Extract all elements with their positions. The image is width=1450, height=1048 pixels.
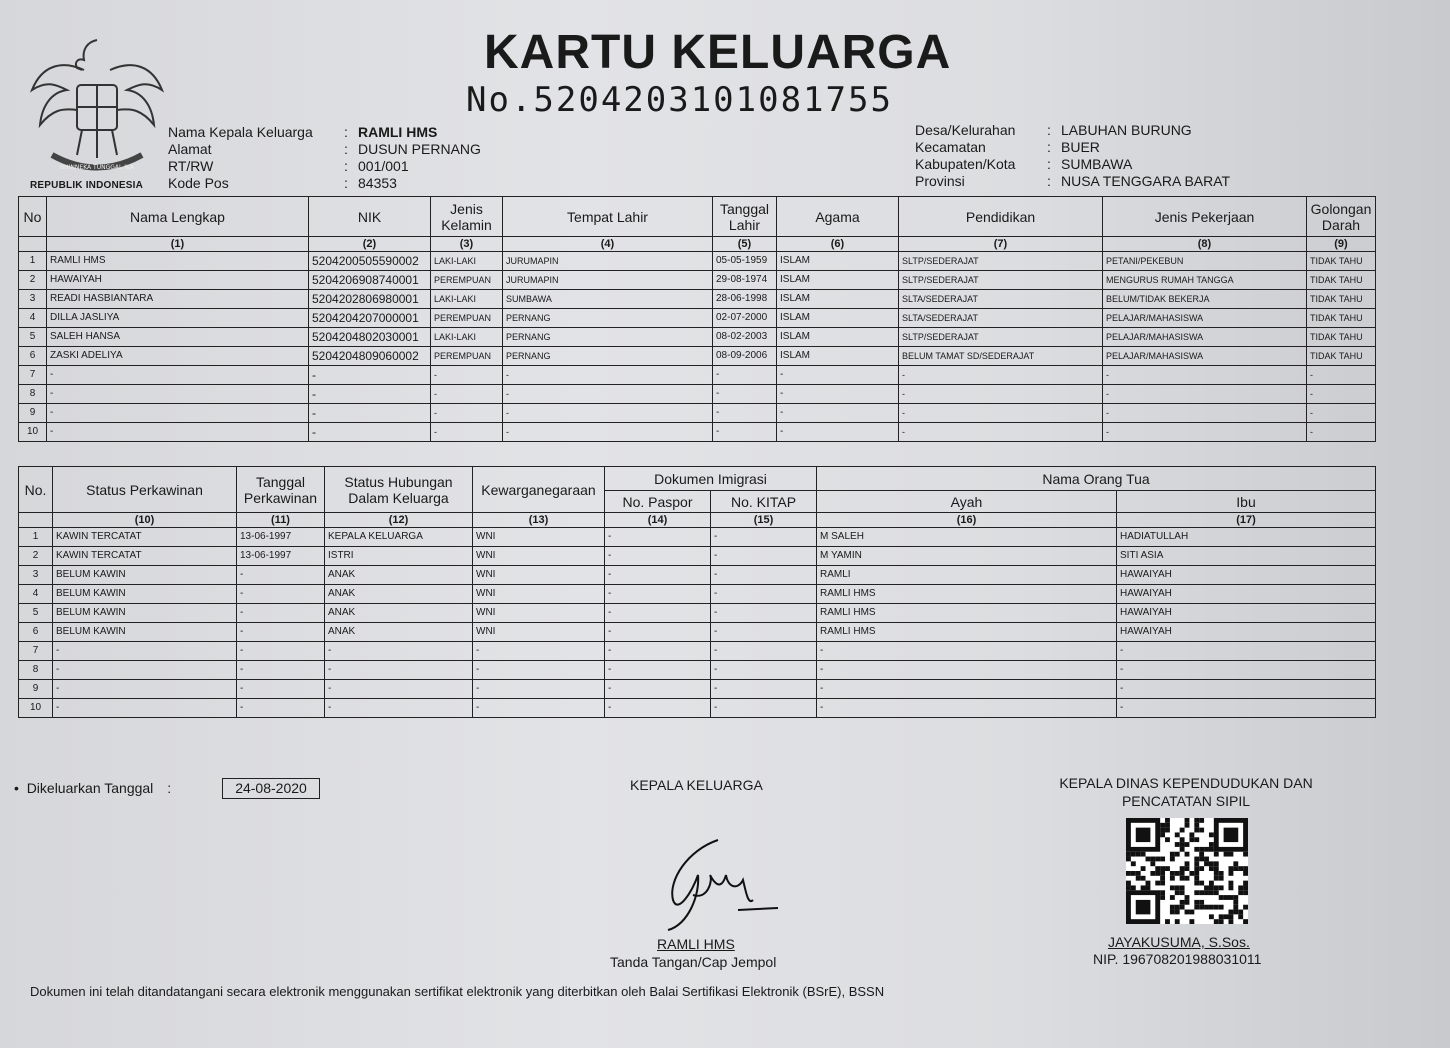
table-cell: 5204202806980001 xyxy=(309,290,431,309)
official-nip: NIP. 196708201988031011 xyxy=(1093,951,1262,967)
table-row xyxy=(19,252,1376,271)
table-cell: - xyxy=(1103,404,1307,423)
table-cell: ISLAM xyxy=(777,309,899,328)
header-value: RAMLI HMS xyxy=(358,124,438,140)
table-row xyxy=(19,661,1376,680)
column-number: (8) xyxy=(1103,237,1307,252)
head-name: RAMLI HMS xyxy=(657,936,735,952)
table-cell: - xyxy=(503,404,713,423)
table-cell: 7 xyxy=(19,366,47,385)
table-row xyxy=(19,385,1376,404)
column-number: (9) xyxy=(1307,237,1376,252)
disclaimer: Dokumen ini telah ditandatangani secara elektronik menggunakan sertifikat elektronik yang diterbitkan oleh Balai Sertifikasi Elektronik (BSrE), BSSN xyxy=(30,984,885,999)
table-cell: - xyxy=(237,566,325,585)
signature-icon xyxy=(648,820,788,940)
table-cell: ANAK xyxy=(325,566,473,585)
table-cell: 2 xyxy=(19,547,53,566)
table-cell: - xyxy=(817,680,1117,699)
table-cell: - xyxy=(1117,680,1376,699)
table-cell: - xyxy=(711,585,817,604)
table-cell: SLTA/SEDERAJAT xyxy=(899,290,1103,309)
col-header: Jenis Pekerjaan xyxy=(1103,197,1307,237)
table-cell: - xyxy=(1307,385,1376,404)
table-cell: PEREMPUAN xyxy=(431,309,503,328)
col-header: NIK xyxy=(309,197,431,237)
col-header: Nama Orang Tua xyxy=(817,467,1376,491)
table-cell: - xyxy=(605,585,711,604)
header-label: Alamat xyxy=(168,141,212,157)
table-cell: PERNANG xyxy=(503,309,713,328)
column-number: (12) xyxy=(325,513,473,528)
column-number xyxy=(19,513,53,528)
table-cell: 5 xyxy=(19,328,47,347)
table-cell: 3 xyxy=(19,566,53,585)
qr-code-icon xyxy=(1126,818,1248,924)
table-cell: - xyxy=(777,423,899,442)
table-cell: 1 xyxy=(19,252,47,271)
table-cell: - xyxy=(1307,366,1376,385)
table-cell: 05-05-1959 xyxy=(713,252,777,271)
table-cell: SUMBAWA xyxy=(503,290,713,309)
header-value: LABUHAN BURUNG xyxy=(1061,122,1192,138)
table-cell: TIDAK TAHU xyxy=(1307,347,1376,366)
table-cell: BELUM KAWIN xyxy=(53,566,237,585)
table-row xyxy=(19,404,1376,423)
table-cell: - xyxy=(711,623,817,642)
col-header: Dokumen Imigrasi xyxy=(605,467,817,491)
table-cell: - xyxy=(711,566,817,585)
official-title xyxy=(1050,774,1322,810)
head-title: KEPALA KELUARGA xyxy=(630,777,763,793)
table-cell: ANAK xyxy=(325,623,473,642)
header-label: RT/RW xyxy=(168,158,214,174)
table-cell: ISLAM xyxy=(777,347,899,366)
col-header: Status Perkawinan xyxy=(53,467,237,513)
table-cell: - xyxy=(713,385,777,404)
table-row xyxy=(19,328,1376,347)
table-row xyxy=(19,680,1376,699)
issued-colon: : xyxy=(167,780,172,796)
table-cell: PEREMPUAN xyxy=(431,347,503,366)
header-value: 001/001 xyxy=(358,158,409,174)
table-cell: - xyxy=(237,680,325,699)
col-header: Jenis Kelamin xyxy=(431,197,503,237)
issued-label: Dikeluarkan Tanggal xyxy=(26,780,154,796)
table-cell: HAWAIYAH xyxy=(47,271,309,290)
table-cell: HAWAIYAH xyxy=(1117,585,1376,604)
table-cell: HAWAIYAH xyxy=(1117,604,1376,623)
table-cell: - xyxy=(711,528,817,547)
table-cell: - xyxy=(777,385,899,404)
table-cell: - xyxy=(309,404,431,423)
table-cell: - xyxy=(713,423,777,442)
table-cell: LAKI-LAKI xyxy=(431,252,503,271)
table-cell: - xyxy=(325,661,473,680)
table-cell: - xyxy=(237,585,325,604)
table-cell: - xyxy=(431,385,503,404)
table-cell: 13-06-1997 xyxy=(237,547,325,566)
col-header: Tanggal Lahir xyxy=(713,197,777,237)
table-cell: ANAK xyxy=(325,604,473,623)
table-cell: - xyxy=(237,699,325,718)
table-cell: HAWAIYAH xyxy=(1117,566,1376,585)
table-cell: - xyxy=(605,528,711,547)
table-cell: 28-06-1998 xyxy=(713,290,777,309)
table-cell: DILLA JASLIYA xyxy=(47,309,309,328)
col-header: Ayah xyxy=(817,491,1117,513)
col-header: Tempat Lahir xyxy=(503,197,713,237)
table-row xyxy=(19,604,1376,623)
table-cell: RAMLI HMS xyxy=(817,623,1117,642)
col-header: No xyxy=(19,197,47,237)
table-cell: RAMLI xyxy=(817,566,1117,585)
table-cell: BELUM KAWIN xyxy=(53,604,237,623)
emblem-motto: BHINNEKA TUNGGAL IKA xyxy=(60,164,134,171)
col-header: Nama Lengkap xyxy=(47,197,309,237)
table-cell: - xyxy=(473,661,605,680)
table-cell: 9 xyxy=(19,680,53,699)
emblem-caption: REPUBLIK INDONESIA xyxy=(30,180,144,191)
header-label: Desa/Kelurahan xyxy=(915,122,1016,138)
table-row xyxy=(19,585,1376,604)
table-row xyxy=(19,547,1376,566)
column-number-row xyxy=(19,513,1376,528)
table-cell: TIDAK TAHU xyxy=(1307,328,1376,347)
table-cell: PEREMPUAN xyxy=(431,271,503,290)
table-row xyxy=(19,271,1376,290)
table-cell: WNI xyxy=(473,585,605,604)
official-name: JAYAKUSUMA, S.Sos. xyxy=(1108,934,1250,950)
table-cell: PERNANG xyxy=(503,347,713,366)
issued-label-group: • Dikeluarkan Tanggal : xyxy=(14,780,172,796)
table-cell: BELUM KAWIN xyxy=(53,623,237,642)
table-cell: - xyxy=(47,423,309,442)
table-cell: 5204204802030001 xyxy=(309,328,431,347)
table-cell: - xyxy=(309,385,431,404)
header-label: Nama Kepala Keluarga xyxy=(168,124,313,140)
table-row xyxy=(19,290,1376,309)
head-caption: Tanda Tangan/Cap Jempol xyxy=(610,954,777,970)
table-cell: - xyxy=(1307,423,1376,442)
col-header: Ibu xyxy=(1117,491,1376,513)
table-cell: 2 xyxy=(19,271,47,290)
header-value: NUSA TENGGARA BARAT xyxy=(1061,173,1231,189)
table-cell: - xyxy=(777,366,899,385)
table-cell: LAKI-LAKI xyxy=(431,290,503,309)
table-cell: - xyxy=(325,642,473,661)
table-cell: READI HASBIANTARA xyxy=(47,290,309,309)
table-cell: - xyxy=(237,642,325,661)
table-cell: - xyxy=(713,404,777,423)
table-row xyxy=(19,642,1376,661)
table-cell: - xyxy=(431,423,503,442)
table-cell: - xyxy=(899,385,1103,404)
table-cell: - xyxy=(53,699,237,718)
table-cell: M YAMIN xyxy=(817,547,1117,566)
col-header: No. KITAP xyxy=(711,491,817,513)
column-number xyxy=(19,237,47,252)
table-cell: ZASKI ADELIYA xyxy=(47,347,309,366)
header-value: BUER xyxy=(1061,139,1100,155)
table-cell: - xyxy=(309,423,431,442)
table-cell: M SALEH xyxy=(817,528,1117,547)
table-cell: - xyxy=(237,604,325,623)
issued-date: 24-08-2020 xyxy=(222,778,320,799)
table-cell: - xyxy=(605,661,711,680)
table-cell: 4 xyxy=(19,309,47,328)
table-cell: RAMLI HMS xyxy=(817,585,1117,604)
table-cell: MENGURUS RUMAH TANGGA xyxy=(1103,271,1307,290)
header-right: Desa/Kelurahan : LABUHAN BURUNG Kecamatan : BUER Kabupaten/Kota : SUMBAWA Provinsi : NUSA TENGGARA BARAT xyxy=(915,122,1231,189)
garuda-emblem-icon xyxy=(22,30,172,195)
table-cell: BELUM/TIDAK BEKERJA xyxy=(1103,290,1307,309)
header-value: SUMBAWA xyxy=(1061,156,1133,172)
official-title-line: KEPALA DINAS KEPENDUDUKAN DAN xyxy=(1059,775,1313,791)
table-cell: BELUM KAWIN xyxy=(53,585,237,604)
header-value: DUSUN PERNANG xyxy=(358,141,481,157)
table-cell: PELAJAR/MAHASISWA xyxy=(1103,347,1307,366)
table-cell: - xyxy=(503,385,713,404)
table-cell: JURUMAPIN xyxy=(503,271,713,290)
table-cell: - xyxy=(1117,661,1376,680)
table-row xyxy=(19,347,1376,366)
table-cell: 08-09-2006 xyxy=(713,347,777,366)
table-cell: WNI xyxy=(473,623,605,642)
col-header: Agama xyxy=(777,197,899,237)
col-header: Kewarganegaraan xyxy=(473,467,605,513)
table-cell: - xyxy=(1103,423,1307,442)
column-number: (13) xyxy=(473,513,605,528)
col-header: No. Paspor xyxy=(605,491,711,513)
table-cell: TIDAK TAHU xyxy=(1307,252,1376,271)
table-cell: 10 xyxy=(19,423,47,442)
table-cell: - xyxy=(53,642,237,661)
table-cell: 4 xyxy=(19,585,53,604)
table-cell: SLTP/SEDERAJAT xyxy=(899,271,1103,290)
table-cell: - xyxy=(605,623,711,642)
table-cell: ISLAM xyxy=(777,271,899,290)
table-cell: ANAK xyxy=(325,585,473,604)
table-cell: 8 xyxy=(19,661,53,680)
table-row xyxy=(19,309,1376,328)
table-cell: - xyxy=(711,699,817,718)
table-cell: - xyxy=(473,699,605,718)
col-header: Tanggal Perkawinan xyxy=(237,467,325,513)
column-number: (4) xyxy=(503,237,713,252)
table-row xyxy=(19,623,1376,642)
table-cell: 7 xyxy=(19,642,53,661)
table-cell: TIDAK TAHU xyxy=(1307,271,1376,290)
table-cell: - xyxy=(817,642,1117,661)
table-cell: - xyxy=(899,423,1103,442)
table-cell: - xyxy=(325,699,473,718)
header-label: Provinsi xyxy=(915,173,965,189)
table-cell: 5204206908740001 xyxy=(309,271,431,290)
table-cell: - xyxy=(431,404,503,423)
table-cell: - xyxy=(503,423,713,442)
table-cell: 6 xyxy=(19,347,47,366)
table-cell: ISLAM xyxy=(777,328,899,347)
table-cell: - xyxy=(237,623,325,642)
document-title: KARTU KELUARGA xyxy=(484,26,952,79)
table-cell: - xyxy=(53,680,237,699)
table-cell: - xyxy=(503,366,713,385)
column-number: (3) xyxy=(431,237,503,252)
column-number: (14) xyxy=(605,513,711,528)
table-cell: PELAJAR/MAHASISWA xyxy=(1103,328,1307,347)
table-cell: WNI xyxy=(473,547,605,566)
table-cell: - xyxy=(899,366,1103,385)
column-number: (2) xyxy=(309,237,431,252)
col-header: No. xyxy=(19,467,53,513)
header-value: 84353 xyxy=(358,175,397,191)
table-cell: - xyxy=(325,680,473,699)
table-cell: 6 xyxy=(19,623,53,642)
header-left: Nama Kepala Keluarga : RAMLI HMS Alamat : DUSUN PERNANG RT/RW : 001/001 Kode Pos : 84353 xyxy=(168,124,481,191)
table-cell: SLTA/SEDERAJAT xyxy=(899,309,1103,328)
table-cell: - xyxy=(47,366,309,385)
table-cell: - xyxy=(431,366,503,385)
table-cell: KEPALA KELUARGA xyxy=(325,528,473,547)
table-cell: 1 xyxy=(19,528,53,547)
table-cell: 3 xyxy=(19,290,47,309)
table-row xyxy=(19,366,1376,385)
table-cell: - xyxy=(605,642,711,661)
table-cell: - xyxy=(713,366,777,385)
table-cell: JURUMAPIN xyxy=(503,252,713,271)
table-cell: SLTP/SEDERAJAT xyxy=(899,328,1103,347)
table-cell: 5204204809060002 xyxy=(309,347,431,366)
table-cell: LAKI-LAKI xyxy=(431,328,503,347)
table-cell: - xyxy=(605,566,711,585)
table-cell: 02-07-2000 xyxy=(713,309,777,328)
column-number: (11) xyxy=(237,513,325,528)
table-cell: - xyxy=(605,699,711,718)
table-cell: 5204200505590002 xyxy=(309,252,431,271)
table-cell: - xyxy=(1103,385,1307,404)
table-cell: - xyxy=(817,699,1117,718)
header-label: Kecamatan xyxy=(915,139,986,155)
table-cell: SITI ASIA xyxy=(1117,547,1376,566)
official-title-line: PENCATATAN SIPIL xyxy=(1121,793,1251,809)
table-cell: ISLAM xyxy=(777,252,899,271)
table-cell: PETANI/PEKEBUN xyxy=(1103,252,1307,271)
table-cell: HADIATULLAH xyxy=(1117,528,1376,547)
family-status-table xyxy=(18,466,1376,718)
table-cell: - xyxy=(47,385,309,404)
table-cell: ISLAM xyxy=(777,290,899,309)
header-label: Kabupaten/Kota xyxy=(915,156,1016,172)
table-cell: - xyxy=(1103,366,1307,385)
col-header: Status Hubungan Dalam Keluarga xyxy=(325,467,473,513)
table-cell: - xyxy=(473,642,605,661)
table-cell: - xyxy=(53,661,237,680)
table-cell: 9 xyxy=(19,404,47,423)
table-row xyxy=(19,528,1376,547)
family-members-table xyxy=(18,196,1376,442)
column-number: (10) xyxy=(53,513,237,528)
document-number: No.5204203101081755 xyxy=(466,80,893,120)
column-number-row xyxy=(19,237,1376,252)
column-number: (7) xyxy=(899,237,1103,252)
table-cell: 5204204207000001 xyxy=(309,309,431,328)
table-cell: - xyxy=(605,680,711,699)
column-number: (17) xyxy=(1117,513,1376,528)
table-cell: PELAJAR/MAHASISWA xyxy=(1103,309,1307,328)
table-cell: - xyxy=(473,680,605,699)
column-number: (16) xyxy=(817,513,1117,528)
table-cell: 8 xyxy=(19,385,47,404)
table-cell: 08-02-2003 xyxy=(713,328,777,347)
table-cell: - xyxy=(711,547,817,566)
table-cell: 5 xyxy=(19,604,53,623)
table-cell: - xyxy=(777,404,899,423)
table-cell: - xyxy=(1117,699,1376,718)
header-label: Kode Pos xyxy=(168,175,229,191)
table-cell: - xyxy=(1117,642,1376,661)
table-cell: KAWIN TERCATAT xyxy=(53,528,237,547)
table-cell: ISTRI xyxy=(325,547,473,566)
table-cell: - xyxy=(711,604,817,623)
table-cell: SALEH HANSA xyxy=(47,328,309,347)
table-cell: - xyxy=(817,661,1117,680)
column-number: (1) xyxy=(47,237,309,252)
table-cell: - xyxy=(309,366,431,385)
table-cell: WNI xyxy=(473,566,605,585)
table-cell: 13-06-1997 xyxy=(237,528,325,547)
table-cell: - xyxy=(711,642,817,661)
table-cell: PERNANG xyxy=(503,328,713,347)
table-cell: TIDAK TAHU xyxy=(1307,290,1376,309)
table-cell: TIDAK TAHU xyxy=(1307,309,1376,328)
table-cell: - xyxy=(1307,404,1376,423)
col-header: Pendidikan xyxy=(899,197,1103,237)
col-header: Golongan Darah xyxy=(1307,197,1376,237)
table-row xyxy=(19,566,1376,585)
table-cell: RAMLI HMS xyxy=(817,604,1117,623)
table-cell: SLTP/SEDERAJAT xyxy=(899,252,1103,271)
table-cell: 10 xyxy=(19,699,53,718)
column-number: (5) xyxy=(713,237,777,252)
table-cell: KAWIN TERCATAT xyxy=(53,547,237,566)
table-cell: - xyxy=(899,404,1103,423)
table-cell: - xyxy=(605,604,711,623)
table-cell: - xyxy=(605,547,711,566)
table-row xyxy=(19,423,1376,442)
table-cell: 29-08-1974 xyxy=(713,271,777,290)
table-row xyxy=(19,699,1376,718)
column-number: (6) xyxy=(777,237,899,252)
table-cell: - xyxy=(237,661,325,680)
table-cell: WNI xyxy=(473,528,605,547)
column-number: (15) xyxy=(711,513,817,528)
table-cell: - xyxy=(47,404,309,423)
table-cell: WNI xyxy=(473,604,605,623)
table-cell: RAMLI HMS xyxy=(47,252,309,271)
table-cell: BELUM TAMAT SD/SEDERAJAT xyxy=(899,347,1103,366)
table-cell: HAWAIYAH xyxy=(1117,623,1376,642)
table-cell: - xyxy=(711,680,817,699)
table-cell: - xyxy=(711,661,817,680)
